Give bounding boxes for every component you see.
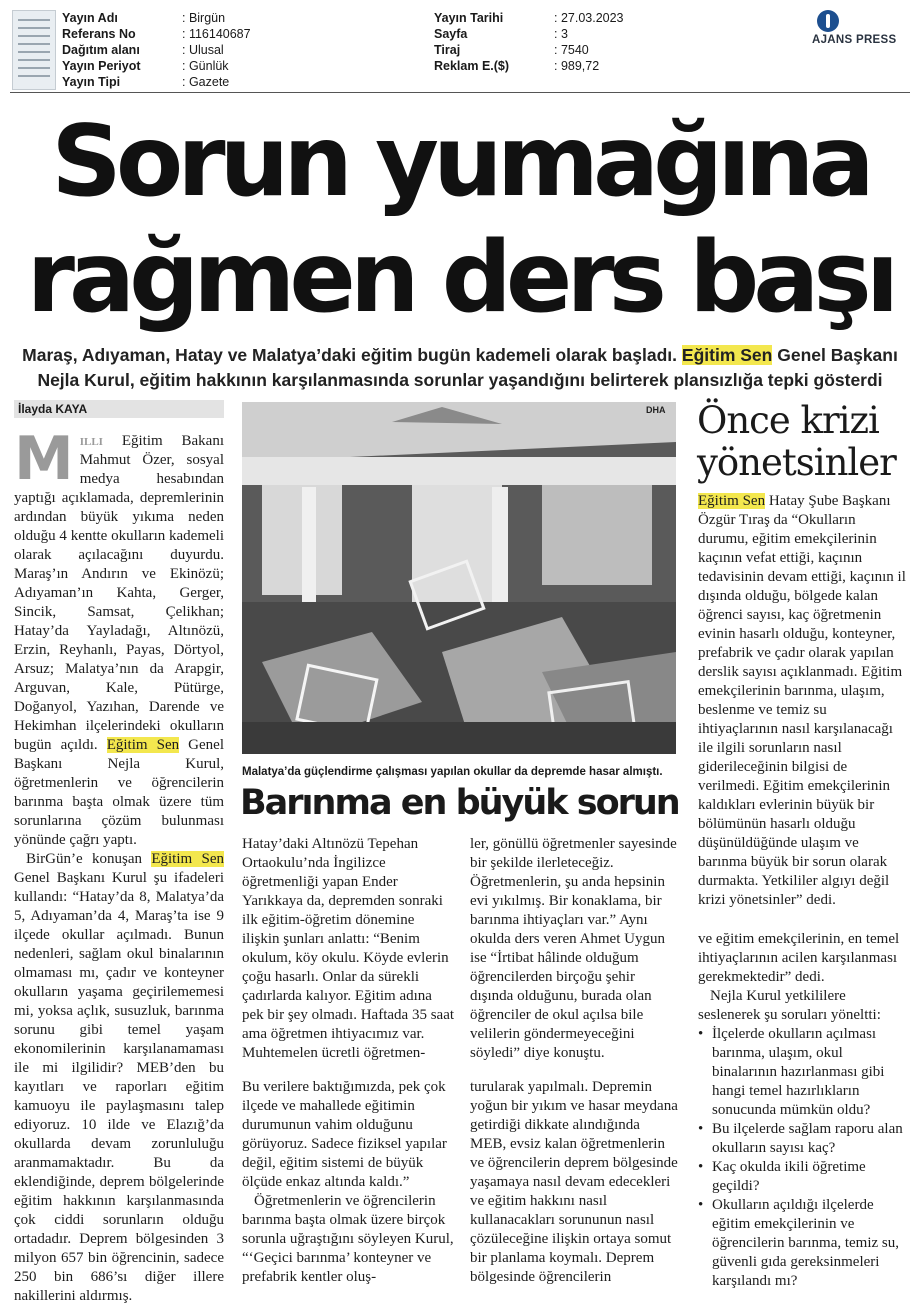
article-column-3-bottom — [470, 1078, 678, 1284]
meta-value: : 989,72 — [554, 59, 600, 73]
meta-value: : Gazete — [182, 75, 230, 89]
paragraph: turularak yapılmalı. Depremin yoğun bir yıkım ve hasar meydana getirdiği dikkate alındığında MEB, evsiz kalan öğretmenlerin ve öğrencilerin deprem bölgesinde yaşamaya nasıl devam edecekleri ve eğitim hakkını nasıl kullanacakları sorununun nasıl çözüleceğine ilişkin ortaya somut bir planlama koymalı. Deprem bölgesinde öğrencilerin — [470, 1079, 678, 1285]
paragraph — [14, 850, 224, 1306]
spot-text: Maraş, Adıyaman, Hatay ve Malatya’daki eğitim bugün kademeli olarak başladı. — [22, 345, 678, 365]
article-column-2-top — [242, 835, 455, 1061]
paragraph — [698, 492, 908, 910]
dropcap: M — [14, 424, 74, 494]
article-column-2-bottom — [242, 1078, 454, 1284]
meta-value: : Birgün — [182, 11, 226, 25]
meta-key: Yayın Tarihi — [434, 11, 504, 25]
meta-value: : 27.03.2023 — [554, 11, 624, 25]
meta-key: Tiraj — [434, 43, 461, 57]
paragraph-text: Genel Başkanı Kurul şu ifadeleri kullandı: “Hatay’da 8, Malatya’da 5, Adıyaman’da 4, Maraş’ta ise 9 ilçede okullar açılmadı. Bunun nedenleri, sağlam okul binalarının olmaması mı, çadır ve konteyner okulların yaşama geçirilememesi mi, yoksa açlık, susuzluk, barınma sorunu gibi temel yaşam ekonomilerinin karşılanamaması ile mi ilgilidir? MEB’den bu kayıtları ve raporları eğitim kamuoyu ile paylaşmasını talep ediyoruz. 10 ilde ve Elazığ’da okullarda devam zorunluluğu aranmamaktadır. Bu da eklendiğinde, deprem bölgelerinde eğitim hakkının karşılanmasında çok ciddi sorunların olduğu ortadadır. Deprem bölgesinden 3 milyon 657 bin öğrencinin, sadece 250 bin 686’sı diğer illere nakillerini aldırmış. — [14, 870, 224, 1304]
paragraph — [14, 424, 224, 850]
paragraph: ve eğitim emekçilerinin, en temel ihtiyaçlarının acilen karşılanması gerekmektedir” dedi. — [698, 931, 900, 985]
highlight-eğitim-sen: Eğitim Sen — [151, 851, 224, 867]
spot-line-1 — [20, 343, 900, 367]
logo-mark-icon — [817, 10, 839, 32]
headline-line-2: rağmen ders başı — [26, 221, 894, 335]
subhead-barinma: Barınma en büyük sorun — [240, 783, 679, 823]
meta-key: Yayın Tipi — [62, 75, 121, 89]
meta-value: : Ulusal — [182, 43, 224, 57]
meta-key: Yayın Periyot — [62, 59, 141, 73]
list-item: • Bu ilçelerde sağlam raporu alan okulların sayısı kaç? — [698, 1120, 908, 1158]
paragraph-text: Genel Başkanı Nejla Kurul, öğretmenlerin ve öğrencilerin barınma başta olmak üzere tüm sorunlarına çözüm bulunması yönünde çağrı yaptı. — [14, 737, 224, 848]
spot-highlight: Eğitim Sen — [681, 345, 773, 365]
collapsed-building-image — [242, 402, 676, 754]
meta-key: Reklam E.($) — [434, 59, 510, 73]
list-item: • Okulların açıldığı ilçelerde eğitim emekçilerinin ve öğrencilerin barınma, temiz su, güvenli gıda gereksinmeleri karşılandı mı? — [698, 1196, 908, 1291]
lead-caps: illi — [79, 433, 103, 449]
highlight-eğitim-sen: Eğitim Sen — [698, 493, 766, 509]
byline: İlayda KAYA — [14, 400, 224, 418]
paragraph: ler, gönüllü öğretmenler sayesinde bir şekilde ilerleteceğiz. Öğretmenlerin, şu anda hepsinin evi yıkılmış. Bir konaklama, bir barınma ihtiyaçları var.” Aynı okulda ders veren Ahmet Uygun ise “İrtibat hâlinde olduğum öğrencilerden birçoğu şehir dışında olduğunu, burada olan öğrenciler de okul açılsa bile velilerin göndermeyeceğini söyledi” diye konuştu. — [470, 836, 677, 1061]
subhead-once-krizi: Önce krizi yönetsinler — [697, 399, 896, 484]
meta-key: Referans No — [62, 27, 136, 41]
spot-line-2: Nejla Kurul, eğitim hakkının karşılanmasında sorunlar yaşandığını belirterek plansızlığa tepki gösterdi — [37, 370, 883, 390]
article-column-4-top — [698, 492, 908, 908]
meta-value: : 116140687 — [182, 27, 251, 41]
newspaper-thumbnail — [12, 10, 56, 90]
paragraph: Nejla Kurul yetkililere seslenerek şu soruları yöneltti: — [698, 988, 881, 1023]
list-item: • Kaç okulda ikili öğretime geçildi? — [698, 1158, 908, 1196]
meta-value: : Günlük — [182, 59, 229, 73]
paragraph-text: BirGün’e konuşan — [26, 851, 142, 867]
logo-text: AJANS PRESS — [812, 34, 897, 46]
question-list — [698, 1025, 908, 1291]
news-photo — [242, 402, 676, 754]
paragraph-text: Eğitim Bakanı Mahmut Özer, sosyal medya hesabından yaptığı açıklamada, depremlerinin ardından büyük yıkıma neden olduğu 4 kentte okulların kademeli olarak açılacağını duyurdu. Maraş’ın Andırın ve Ekinözü; Adıyaman’ın Kahta, Gerger, Sincik, Samsat, Çelikhan; Hatay’da Yayladağı, Altınözü, Erzin, Reyhanlı, Payas, Dörtyol, Arsuz; Malatya’nın da Arapgir, Arguvan, Kale, Pütürge, Doğanyol, Yazıhan, Darende ve Hekimhan ilçelerindeki okulların bugün açıldı. — [14, 433, 224, 753]
paragraph: Hatay’daki Altınözü Tepehan Ortaokulu’nda İngilizce öğretmenliği yapan Ender Yarıkkaya da, depremden sonraki ilk eğitim-öğretim dönemine ilişkin şunları anlattı: “Benim okulum, köy okulu. Köyde evlerin çoğu hasarlı. Onlar da sürekli çadırlarda kalıyor. Eğitim adına pek bir şey olmadı. Haftada 35 saat ama öğretmen ihtiyacımız var. Muhtemelen ücretli öğretmen- — [242, 836, 455, 1061]
photo-caption: Malatya’da güçlendirme çalışması yapılan okullar da depremde hasar almıştı. — [242, 766, 663, 778]
header-divider — [10, 92, 910, 93]
article-column-1 — [14, 424, 224, 1304]
article-column-4-bottom — [698, 930, 908, 1289]
meta-value: : 7540 — [554, 43, 589, 57]
highlight-eğitim-sen: Eğitim Sen — [106, 737, 180, 753]
list-item: • İlçelerde okulların açılması barınma, ulaşım, okul binalarının hazırlanması gibi hangi temel hazırlıkların sonucunda mümkün oldu? — [698, 1025, 908, 1120]
ajans-press-logo — [812, 10, 912, 54]
meta-value: : 3 — [554, 27, 568, 41]
photo-credit: DHA — [646, 405, 666, 415]
article-column-3-top — [470, 835, 678, 1061]
paragraph: Bu verilere baktığımızda, pek çok ilçede ve mahallede eğitimin durumunun vahim olduğunu görüyoruz. Sadece fiziksel yapılar değil, eğitim sistemi de büyük ölçüde enkaz altında kaldı.” — [242, 1079, 447, 1190]
meta-right — [434, 10, 734, 80]
meta-key: Sayfa — [434, 27, 468, 41]
meta-left — [62, 10, 422, 90]
meta-key: Dağıtım alanı — [62, 43, 140, 57]
spot-text: Genel Başkanı — [777, 345, 898, 365]
headline-line-1: Sorun yumağına — [51, 105, 869, 219]
meta-key: Yayın Adı — [62, 11, 118, 25]
paragraph-text: Hatay Şube Başkanı Özgür Tıraş da “Okulların durumu, eğitim emekçilerinin kaçının vefat ettiği, kaçının tedavisinin devam ettiği, kaçının il dışında olduğu, bölgede kalan öğrenci sayısı, kaç öğretmenin evinin hasarlı olduğu, konteyner, prefabrik ve çadır olarak yapılan derslik sayısı açıklanmadı. Eğitim emekçilerinin barınma, ulaşım, beslenme ve temiz su ihtiyaçlarının nasıl karşılanacağı ile ilgili sorunların nasıl giderileceğinin bilgisi de verilmedi. Eğitim emekçilerinin kaldıkları evlerinin büyük bir bölümünün hasarlı olduğu düşünüldüğünde ulaşım ve barınma büyük bir sorun olarak durmakta. Yetkililer algıyı değil krizi yönetsinler” dedi. — [698, 493, 906, 908]
paragraph: Öğretmenlerin ve öğrencilerin barınma başta olmak üzere birçok sorunla uğraştığını söyleyen Kurul, “‘Geçici barınma’ konteyner ve prefabrik kentler oluş- — [242, 1193, 454, 1285]
